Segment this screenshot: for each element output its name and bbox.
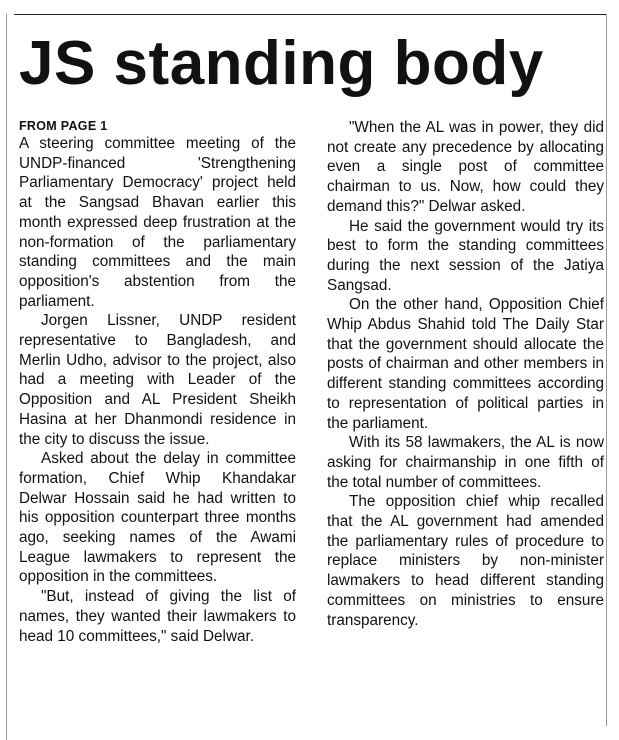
kicker: FROM PAGE 1	[19, 119, 108, 133]
column-right	[327, 118, 604, 646]
article-body	[19, 118, 604, 646]
paragraph: A steering committee meeting of the UNDP-financed 'Strengthening Parliamentary Democracy' project held at the Sangsad Bhavan earlier this month expressed deep frustration at the non-formation of the parliamentary standing committees and the main opposition's abstention from the parliament.	[19, 135, 296, 310]
headline: JS standing body	[19, 29, 544, 98]
right-border	[606, 14, 607, 726]
paragraph: The opposition chief whip recalled that the AL government had amended the parliamentary rules of procedure to replace ministers by non-minister lawmakers to head different standing committees on ministries to ensure transparency.	[327, 493, 604, 629]
paragraph: Jorgen Lissner, UNDP resident representative to Bangladesh, and Merlin Udho, advisor to the project, also had a meeting with Leader of the Opposition and AL President Sheikh Hasina at her Dhanmondi residence in the city to discuss the issue.	[19, 312, 296, 448]
paragraph: With its 58 lawmakers, the AL is now asking for chairmanship in one fifth of the total number of committees.	[327, 434, 604, 491]
paragraph: "But, instead of giving the list of names, they wanted their lawmakers to head 10 committees," said Delwar.	[19, 588, 296, 645]
top-rule	[14, 14, 607, 15]
paragraph: "When the AL was in power, they did not create any precedence by allocating even a single post of committee chairman to us. Now, how could they demand this?" Delwar asked.	[327, 119, 604, 215]
column-left	[19, 118, 296, 646]
paragraph: He said the government would try its best to form the standing committees during the next session of the Jatiya Sangsad.	[327, 217, 604, 294]
paragraph: Asked about the delay in committee formation, Chief Whip Khandakar Delwar Hossain said he had written to his opposition counterpart three months ago, seeking names of the Awami League lawmakers to represent the opposition in the committees.	[19, 450, 296, 586]
left-border	[6, 14, 7, 740]
paragraph: On the other hand, Opposition Chief Whip Abdus Shahid told The Daily Star that the government should allocate the posts of chairman and other members in different standing committees according to representation of political parties in the parliament.	[327, 296, 604, 432]
